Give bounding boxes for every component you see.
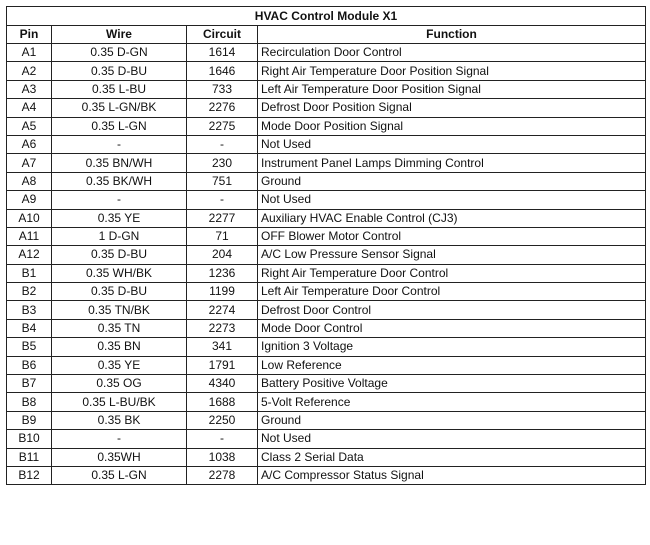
cell-wire: 0.35 D-BU: [52, 246, 187, 264]
table-title: HVAC Control Module X1: [7, 7, 646, 26]
table-row: [7, 80, 646, 98]
cell-wire: -: [52, 430, 187, 448]
table-row: [7, 375, 646, 393]
cell-pin: B1: [7, 264, 52, 282]
cell-function: 5-Volt Reference: [258, 393, 646, 411]
table-row: [7, 430, 646, 448]
cell-function: Recirculation Door Control: [258, 44, 646, 62]
cell-pin: A12: [7, 246, 52, 264]
cell-wire: 0.35 D-GN: [52, 44, 187, 62]
cell-function: Mode Door Control: [258, 319, 646, 337]
cell-function: Not Used: [258, 135, 646, 153]
cell-circuit: 71: [187, 227, 258, 245]
cell-pin: B6: [7, 356, 52, 374]
cell-circuit: 1199: [187, 283, 258, 301]
cell-wire: 0.35 D-BU: [52, 62, 187, 80]
cell-wire: 0.35 YE: [52, 356, 187, 374]
cell-wire: 0.35 BN/WH: [52, 154, 187, 172]
cell-function: Defrost Door Position Signal: [258, 99, 646, 117]
cell-circuit: 1688: [187, 393, 258, 411]
cell-wire: 0.35WH: [52, 448, 187, 466]
cell-wire: 0.35 TN: [52, 319, 187, 337]
header-function: Function: [258, 26, 646, 44]
header-circuit: Circuit: [187, 26, 258, 44]
cell-pin: A1: [7, 44, 52, 62]
cell-wire: 0.35 L-GN: [52, 117, 187, 135]
cell-function: OFF Blower Motor Control: [258, 227, 646, 245]
cell-function: A/C Low Pressure Sensor Signal: [258, 246, 646, 264]
table-row: [7, 411, 646, 429]
cell-pin: B3: [7, 301, 52, 319]
cell-wire: 0.35 BK: [52, 411, 187, 429]
cell-circuit: 733: [187, 80, 258, 98]
cell-pin: A5: [7, 117, 52, 135]
cell-wire: 0.35 D-BU: [52, 283, 187, 301]
cell-circuit: -: [187, 430, 258, 448]
table-row: [7, 448, 646, 466]
table-row: [7, 283, 646, 301]
cell-wire: 0.35 L-GN/BK: [52, 99, 187, 117]
cell-pin: A3: [7, 80, 52, 98]
cell-function: Left Air Temperature Door Control: [258, 283, 646, 301]
cell-function: Right Air Temperature Door Control: [258, 264, 646, 282]
table-row: [7, 117, 646, 135]
cell-wire: 0.35 L-GN: [52, 466, 187, 484]
cell-wire: 0.35 WH/BK: [52, 264, 187, 282]
cell-circuit: 230: [187, 154, 258, 172]
cell-function: A/C Compressor Status Signal: [258, 466, 646, 484]
cell-function: Auxiliary HVAC Enable Control (CJ3): [258, 209, 646, 227]
table-row: [7, 356, 646, 374]
table-row: [7, 191, 646, 209]
cell-circuit: 2277: [187, 209, 258, 227]
cell-function: Instrument Panel Lamps Dimming Control: [258, 154, 646, 172]
cell-pin: B4: [7, 319, 52, 337]
cell-pin: A2: [7, 62, 52, 80]
table-row: [7, 393, 646, 411]
table-row: [7, 319, 646, 337]
cell-pin: B8: [7, 393, 52, 411]
cell-pin: A6: [7, 135, 52, 153]
cell-pin: B12: [7, 466, 52, 484]
table-row: [7, 246, 646, 264]
cell-function: Right Air Temperature Door Position Signal: [258, 62, 646, 80]
cell-wire: -: [52, 191, 187, 209]
cell-wire: 0.35 BK/WH: [52, 172, 187, 190]
cell-pin: A10: [7, 209, 52, 227]
table-row: [7, 172, 646, 190]
cell-pin: B10: [7, 430, 52, 448]
cell-wire: 1 D-GN: [52, 227, 187, 245]
table-row: [7, 154, 646, 172]
cell-circuit: 341: [187, 338, 258, 356]
cell-pin: B5: [7, 338, 52, 356]
table-row: [7, 44, 646, 62]
cell-circuit: 2274: [187, 301, 258, 319]
cell-function: Battery Positive Voltage: [258, 375, 646, 393]
cell-function: Defrost Door Control: [258, 301, 646, 319]
cell-wire: 0.35 YE: [52, 209, 187, 227]
cell-wire: 0.35 L-BU/BK: [52, 393, 187, 411]
cell-function: Not Used: [258, 430, 646, 448]
cell-wire: -: [52, 135, 187, 153]
cell-circuit: 2275: [187, 117, 258, 135]
cell-pin: A7: [7, 154, 52, 172]
cell-wire: 0.35 BN: [52, 338, 187, 356]
cell-circuit: 1038: [187, 448, 258, 466]
cell-pin: A11: [7, 227, 52, 245]
header-wire: Wire: [52, 26, 187, 44]
cell-circuit: -: [187, 191, 258, 209]
cell-circuit: 2276: [187, 99, 258, 117]
cell-function: Low Reference: [258, 356, 646, 374]
cell-circuit: 1646: [187, 62, 258, 80]
cell-circuit: 2250: [187, 411, 258, 429]
table-row: [7, 264, 646, 282]
cell-pin: A4: [7, 99, 52, 117]
cell-circuit: -: [187, 135, 258, 153]
header-pin: Pin: [7, 26, 52, 44]
table-row: [7, 62, 646, 80]
cell-circuit: 751: [187, 172, 258, 190]
cell-wire: 0.35 OG: [52, 375, 187, 393]
cell-function: Ground: [258, 172, 646, 190]
table-row: [7, 301, 646, 319]
cell-pin: A9: [7, 191, 52, 209]
cell-circuit: 1614: [187, 44, 258, 62]
cell-circuit: 1236: [187, 264, 258, 282]
cell-function: Class 2 Serial Data: [258, 448, 646, 466]
cell-function: Not Used: [258, 191, 646, 209]
cell-circuit: 2273: [187, 319, 258, 337]
cell-function: Ignition 3 Voltage: [258, 338, 646, 356]
table-row: [7, 209, 646, 227]
cell-wire: 0.35 TN/BK: [52, 301, 187, 319]
cell-circuit: 4340: [187, 375, 258, 393]
cell-pin: A8: [7, 172, 52, 190]
table-row: [7, 227, 646, 245]
cell-pin: B7: [7, 375, 52, 393]
cell-pin: B9: [7, 411, 52, 429]
connector-pinout-table: [6, 6, 646, 485]
cell-pin: B11: [7, 448, 52, 466]
cell-function: Left Air Temperature Door Position Signal: [258, 80, 646, 98]
table-row: [7, 338, 646, 356]
cell-function: Ground: [258, 411, 646, 429]
cell-circuit: 2278: [187, 466, 258, 484]
cell-function: Mode Door Position Signal: [258, 117, 646, 135]
table-row: [7, 99, 646, 117]
cell-pin: B2: [7, 283, 52, 301]
table-row: [7, 135, 646, 153]
table-row: [7, 466, 646, 484]
cell-wire: 0.35 L-BU: [52, 80, 187, 98]
cell-circuit: 204: [187, 246, 258, 264]
cell-circuit: 1791: [187, 356, 258, 374]
